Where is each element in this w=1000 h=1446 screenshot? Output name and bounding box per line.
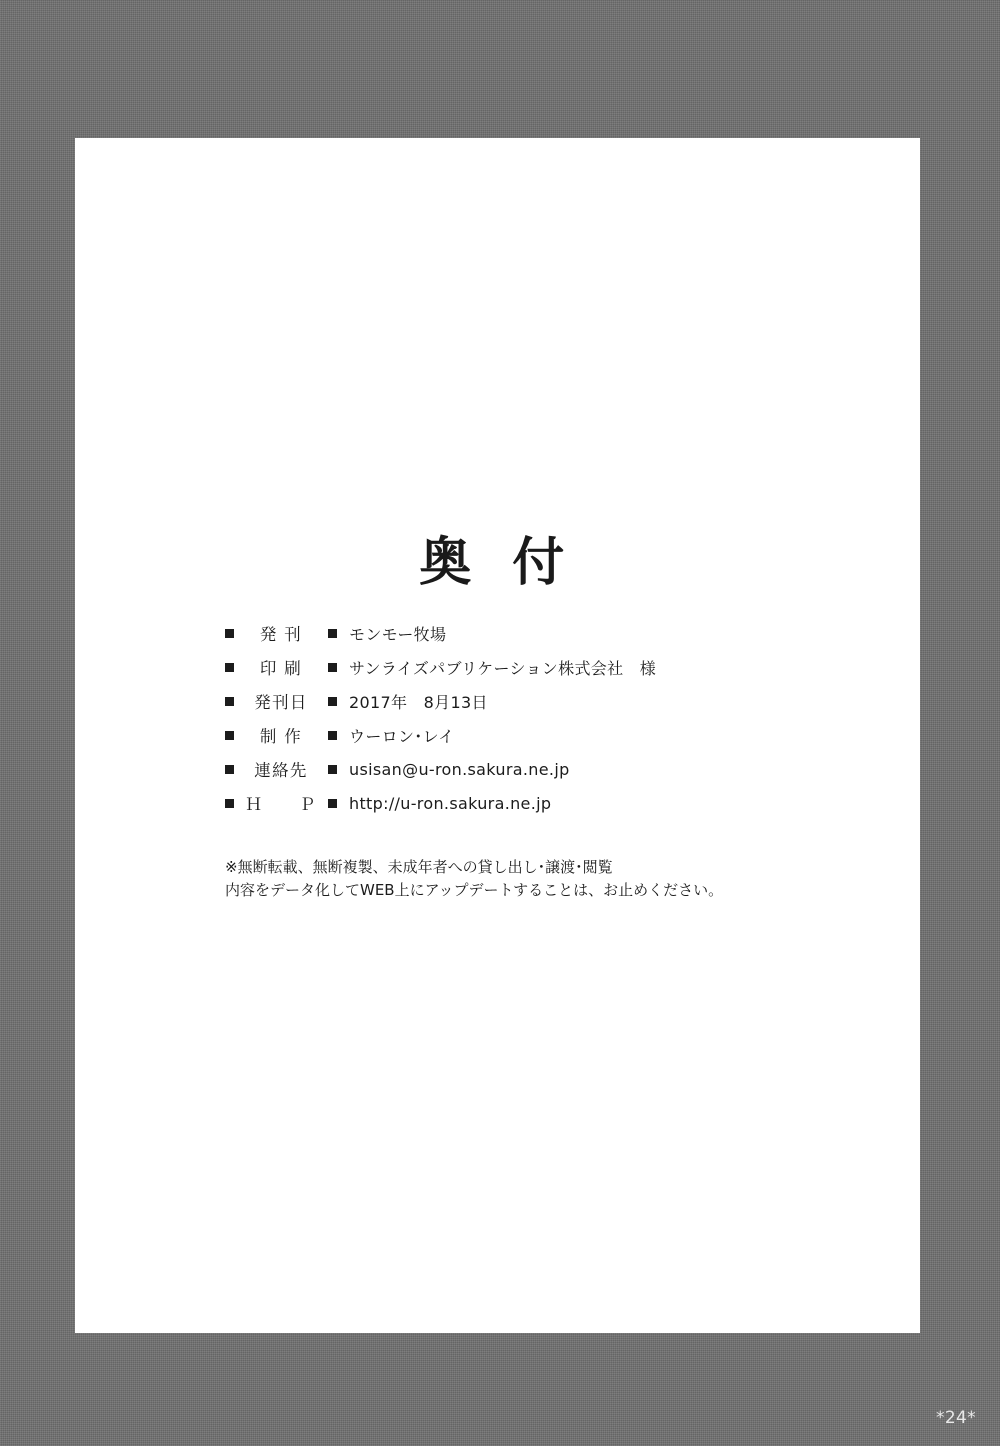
info-row-label: 連絡先 (254, 761, 308, 780)
info-row-value: サンライズパブリケーション株式会社 様 (349, 658, 657, 678)
info-row-label: Ｈ Ｐ (245, 795, 317, 814)
page-title: 奥 付 (419, 533, 576, 593)
page-number: *24* (936, 1408, 976, 1428)
usage-notice-line-1: ※無断転載、無断複製、未成年者への貸し出し･譲渡･閲覧 (225, 858, 613, 876)
bullet-square-icon (225, 697, 234, 706)
bullet-square-icon (225, 799, 234, 808)
info-row-label: 発 刊 (259, 625, 303, 644)
colophon-info-list (225, 616, 875, 820)
bullet-square-icon (225, 629, 234, 638)
bullet-square-icon (328, 765, 337, 774)
document-page (75, 138, 920, 1333)
info-row-value: ウーロン･レイ (349, 726, 455, 746)
list-item (225, 786, 875, 820)
list-item (225, 752, 875, 786)
info-row-label: 制 作 (259, 727, 303, 746)
bullet-square-icon (225, 663, 234, 672)
list-item (225, 684, 875, 718)
usage-notice-line-2: 内容をデータ化してWEB上にアップデートすることは、お止めください。 (225, 880, 724, 899)
homepage-link[interactable]: http://u-ron.sakura.ne.jp (349, 793, 552, 813)
bullet-square-icon (328, 697, 337, 706)
bullet-square-icon (328, 731, 337, 740)
usage-notice (225, 856, 885, 901)
contact-email[interactable]: usisan@u-ron.sakura.ne.jp (349, 759, 570, 779)
bullet-square-icon (328, 629, 337, 638)
info-row-label: 印 刷 (259, 659, 303, 678)
list-item (225, 718, 875, 752)
info-row-value: モンモー牧場 (349, 624, 447, 644)
bullet-square-icon (225, 731, 234, 740)
info-row-value: 2017年 8月13日 (349, 692, 488, 712)
info-row-label: 発刊日 (254, 693, 308, 712)
bullet-square-icon (328, 663, 337, 672)
bullet-square-icon (225, 765, 234, 774)
bullet-square-icon (328, 799, 337, 808)
list-item (225, 650, 875, 684)
list-item (225, 616, 875, 650)
